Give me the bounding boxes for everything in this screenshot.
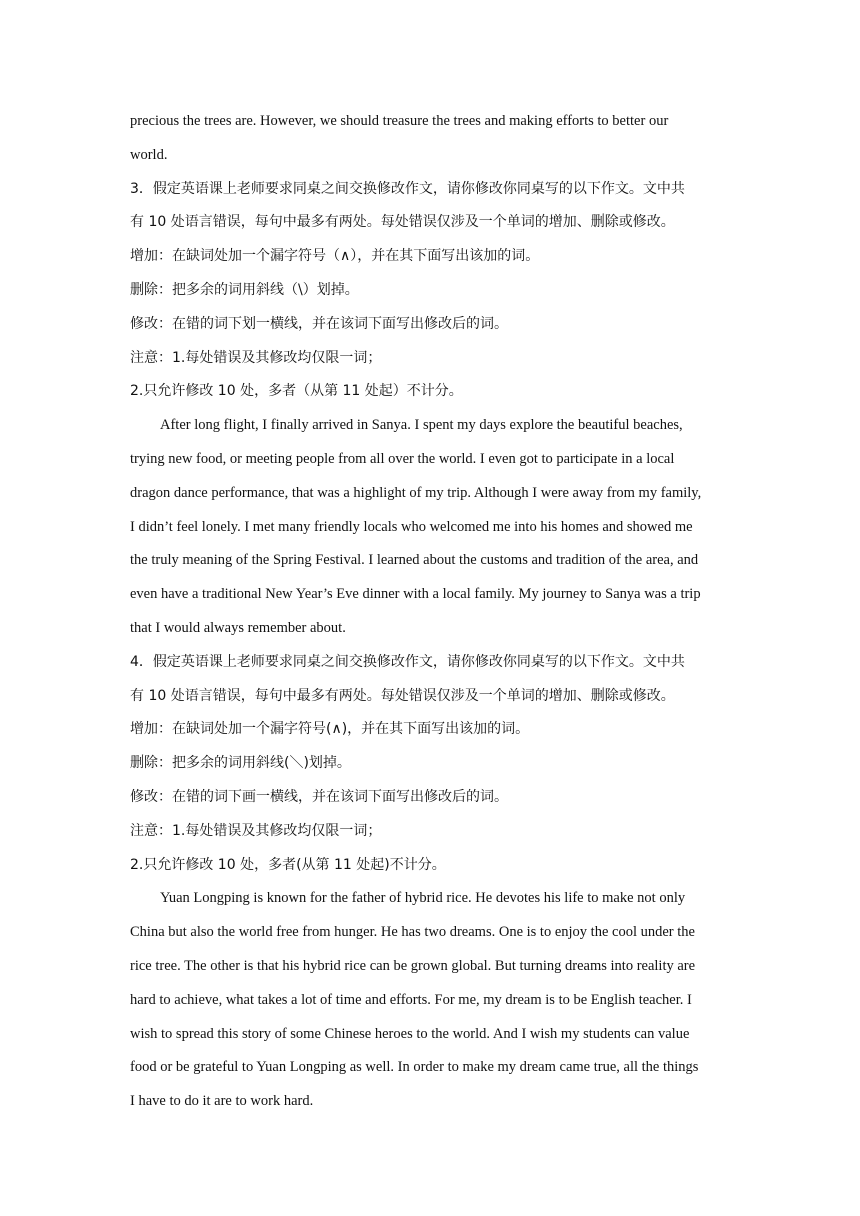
text-line-1: precious the trees are. However, we should treasure the trees and making efforts to better our [130,113,669,129]
question-4-note-1: 注意：1.每处错误及其修改均仅限一词； [130,822,382,839]
question-3-delete-rule: 删除：把多余的词用斜线（\）划掉。 [130,281,359,298]
passage-3-line-4: I didn’t feel lonely. I met many friendly locals who welcomed me into his homes and showed me [130,518,693,535]
passage-4-line-2: China but also the world free from hunger. He has two dreams. One is to enjoy the cool under the [130,924,695,941]
passage-3-line-3: dragon dance performance, that was a highlight of my trip. Although I were away from my family, [130,484,702,501]
question-3-note-1: 注意：1.每处错误及其修改均仅限一词； [130,349,382,366]
passage-4-line-3: rice tree. The other is that his hybrid rice can be grown global. But turning dreams into reality are [130,957,696,974]
question-4-add-rule: 增加：在缺词处加一个漏字符号(∧)，并在其下面写出该加的词。 [130,721,530,738]
question-4-instruction: 有 10 处语言错误，每句中最多有两处。每处错误仅涉及一个单词的增加、删除或修改。 [130,687,675,704]
question-4-modify-rule: 修改：在错的词下画一横线，并在该词下面写出修改后的词。 [130,788,508,805]
passage-3-line-2: trying new food, or meeting people from all over the world. I even got to participate in a local [130,450,675,467]
passage-4-line-1: Yuan Longping is known for the father of hybrid rice. He devotes his life to make not only [160,890,686,907]
text-line-2: world. [130,146,168,163]
question-3-modify-rule: 修改：在错的词下划一横线，并在该词下面写出修改后的词。 [130,315,508,332]
passage-4-line-7: I have to do it are to work hard. [130,1093,314,1110]
passage-3-line-6: even have a traditional New Year’s Eve dinner with a local family. My journey to Sanya was a trip [130,586,701,603]
passage-3-line-5: the truly meaning of the Spring Festival. I learned about the customs and tradition of the area, and [130,552,699,569]
passage-4-line-6: food or be grateful to Yuan Longping as well. In order to make my dream came true, all the things [130,1059,699,1076]
question-3-instruction: 有 10 处语言错误，每句中最多有两处。每处错误仅涉及一个单词的增加、删除或修改。 [130,214,675,231]
passage-4-line-5: wish to spread this story of some Chinese heroes to the world. And I wish my students can value [130,1025,690,1042]
question-4-delete-rule: 删除：把多余的词用斜线(＼)划掉。 [130,755,351,772]
question-3-note-2: 2.只允许修改 10 处，多者（从第 11 处起）不计分。 [130,383,463,400]
document-text [130,105,730,1119]
question-3-add-rule: 增加：在缺词处加一个漏字符号（∧），并在其下面写出该加的词。 [130,248,540,265]
question-3-heading: 3．假定英语课上老师要求同桌之间交换修改作文，请你修改你同桌写的以下作文。文中共 [130,180,685,197]
question-4-heading: 4．假定英语课上老师要求同桌之间交换修改作文，请你修改你同桌写的以下作文。文中共 [130,653,685,670]
passage-4-line-4: hard to achieve, what takes a lot of time and efforts. For me, my dream is to be English teacher. I [130,991,692,1008]
question-4-note-2: 2.只允许修改 10 处，多者(从第 11 处起)不计分。 [130,856,446,873]
passage-3-line-1: After long flight, I finally arrived in Sanya. I spent my days explore the beautiful beaches, [160,417,683,434]
passage-3-line-7: that I would always remember about. [130,619,346,636]
